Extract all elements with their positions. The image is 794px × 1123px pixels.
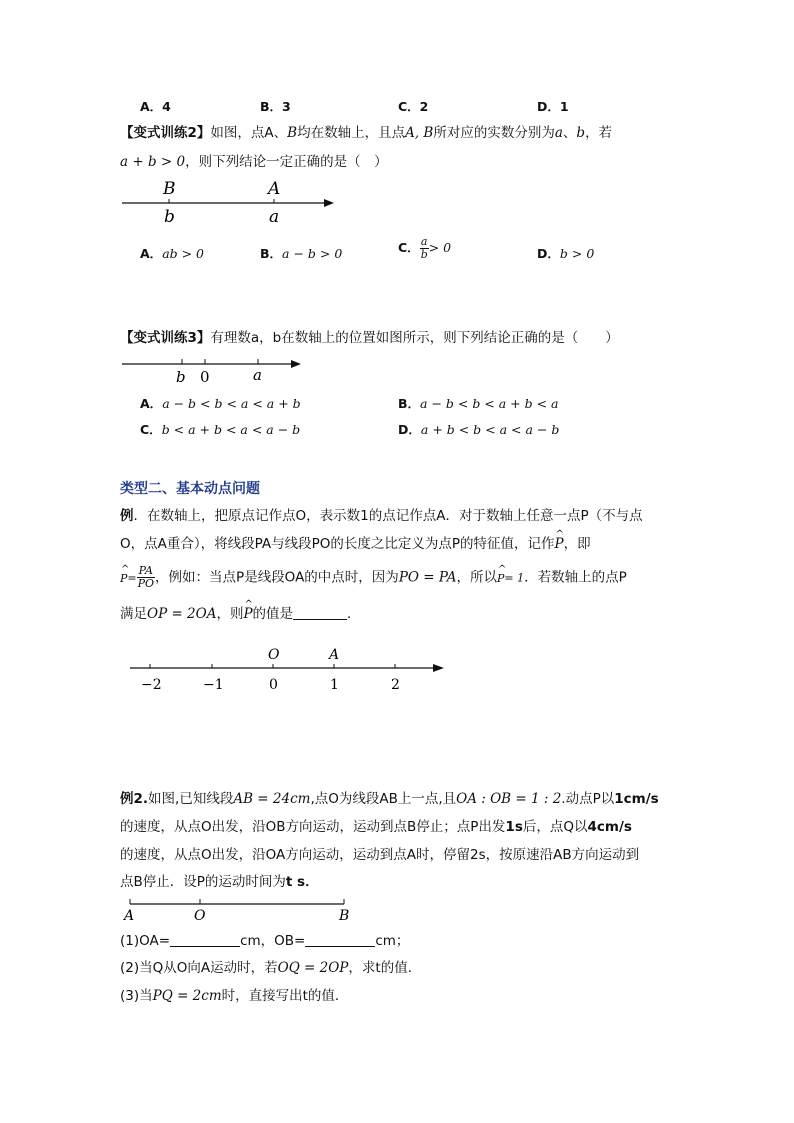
ex1-tick-label-neg1: −1 — [203, 677, 224, 693]
ex1-line2: O，点A重合），将线段PA与线段PO的长度之比定义为点P的特征值，记作^ P，即 — [120, 534, 591, 554]
ex1-line1: 例．在数轴上，把原点记作点O，表示数1的点记作点A．对于数轴上任意一点P（不与点 — [120, 508, 643, 524]
vt3-option-c: C．b < a + b < a < a − b — [140, 422, 301, 437]
vt3-label-b: b — [176, 368, 186, 386]
vt2-label-B: B — [163, 179, 176, 199]
ex2-part1: (1)OA= cm，OB= cm； — [120, 933, 410, 949]
ex1-answer-blank[interactable] — [293, 605, 347, 620]
vt3-stem: 【变式训练3】有理数a，b在数轴上的位置如图所示，则下列结论正确的是（ ） — [120, 330, 619, 346]
section-title: 类型二、基本动点问题 — [120, 481, 260, 497]
vt3-label-a: a — [253, 366, 262, 384]
vt2-label-a: a — [269, 207, 280, 226]
vt2-option-c: C． $\frac{a}{b}$ > 0 — [398, 235, 452, 261]
vt2-option-b: B．a − b > 0 — [260, 246, 343, 261]
ob-answer-blank[interactable] — [305, 932, 375, 947]
vt2-tag: 【变式训练2】 — [120, 125, 211, 141]
ex2-label-O: O — [194, 908, 206, 924]
oa-answer-blank[interactable] — [170, 932, 240, 947]
ex1-label-O: O — [268, 647, 280, 663]
vt2-number-line — [118, 174, 338, 226]
ex1-axis-arrow — [433, 664, 444, 672]
vt3-axis-arrow — [291, 360, 301, 368]
ex2-part3: (3)当PQ = 2cm时，直接写出t的值． — [120, 988, 349, 1004]
vt3-tag: 【变式训练3】 — [120, 330, 211, 346]
prev-option-d: D．1 — [537, 99, 569, 114]
ex2-segment-diagram — [118, 896, 358, 926]
prev-option-c: C．2 — [398, 99, 429, 114]
vt2-stem-line2: a + b > 0，则下列结论一定正确的是（ ） — [120, 154, 388, 170]
ex2-line4: 点B停止．设P的运动时间为t s． — [120, 874, 319, 890]
ex1-label-A: A — [329, 647, 340, 663]
ex1-tick-label-2: 2 — [391, 677, 400, 693]
vt2-label-A: A — [268, 179, 281, 199]
ex1-line4: 满足OP = 2OA，则^ P的值是 ． — [120, 604, 361, 624]
ex1-tick-label-1: 1 — [330, 677, 339, 693]
vt3-option-a: A．a − b < b < a < a + b — [140, 396, 301, 411]
ex1-tick-label-neg2: −2 — [141, 677, 162, 693]
vt3-number-line — [118, 354, 308, 386]
vt2-label-b: b — [164, 207, 175, 226]
ex2-label-B: B — [339, 908, 350, 924]
ex1-ratio-fraction: $\frac{PA}{PO}$ — [137, 564, 155, 590]
vt3-option-b: B．a − b < b < a + b < a — [398, 396, 559, 411]
vt2-option-a: A．ab > 0 — [140, 246, 205, 261]
vt2-axis-arrow — [324, 199, 334, 207]
ex1-number-line — [126, 642, 452, 694]
ex2-label-A: A — [124, 908, 135, 924]
ex1-tick-label-0: 0 — [269, 677, 278, 693]
ex1-line3: ^ P= $\frac{PA}{PO}$ ，例如：当点P是线段OA的中点时，因为PO = PA，所以^ P= 1．若数轴上的点P — [120, 565, 627, 590]
vt2-option-d: D．b > 0 — [537, 246, 595, 261]
vt3-label-0: 0 — [200, 368, 210, 386]
vt2-option-c-fraction: $\frac{a}{b}$ — [420, 235, 428, 261]
prev-option-a: A．4 — [140, 99, 171, 114]
vt3-option-d: D．a + b < b < a < a − b — [398, 422, 560, 437]
vt2-stem-line1: 【变式训练2】如图，点A、B均在数轴上，且点A, B所对应的实数分别为a、b，若 — [120, 125, 613, 141]
prev-option-b: B．3 — [260, 99, 291, 114]
ex2-part2: (2)当Q从O向A运动时，若OQ = 2OP，求t的值． — [120, 960, 422, 976]
ex2-line1: 例2.如图,已知线段AB = 24cm,点O为线段AB上一点,且OA : OB = 1 : 2.动点P以1cm/s — [120, 791, 659, 807]
ex2-line2: 的速度，从点O出发，沿OB方向运动，运动到点B停止；点P出发1s后，点Q以4cm/s — [120, 819, 632, 835]
ex2-line3: 的速度，从点O出发，沿OA方向运动，运动到点A时，停留2s，按原速沿AB方向运动到 — [120, 847, 640, 863]
